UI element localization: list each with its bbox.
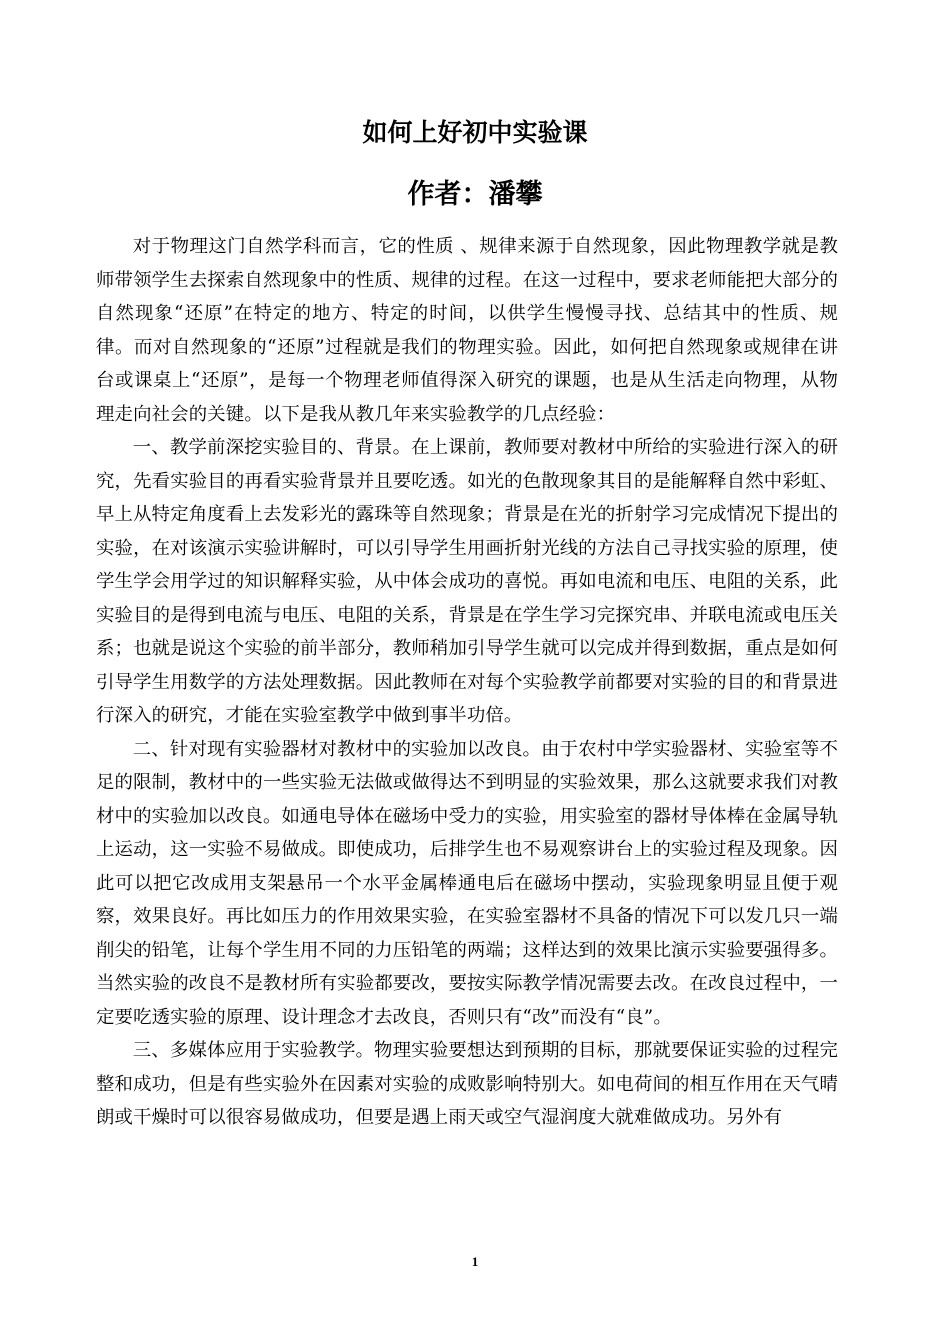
paragraph-section-2: 二、针对现有实验器材对教材中的实验加以改良。由于农村中学实验器材、实验室等不足的限制，教材中的一些实验无法做或做得达不到明显的实验效果，那么这就要求我们对教材中的实验加以改良。如通电导体在磁场中受力的实验，用实验室的器材导体棒在金属导轨上运动，这一实验不易做成。即使成功，后排学生也不易观察讲台上的实验过程及现象。因此可以把它改成用支架悬吊一个水平金属棒通电后在磁场中摆动，实验现象明显且便于观察，效果良好。再比如压力的作用效果实验，在实验室器材不具备的情况下可以发几只一端削尖的铅笔，让每个学生用不同的力压铅笔的两端；这样达到的效果比演示实验要强得多。当然实验的改良不是教材所有实验都要改，要按实际教学情况需要去改。在改良过程中，一定要吃透实验的原理、设计理念才去改良，否则只有“改”而没有“良”。 bbox=[96, 738, 838, 1028]
document-author: 作者：潘攀 bbox=[407, 179, 543, 210]
paragraph-section-1: 一、教学前深挖实验目的、背景。在上课前，教师要对教材中所给的实验进行深入的研究，先看实验目的再看实验背景并且要吃透。如光的色散现象其目的是能解释自然中彩虹、早上从特定角度看上去发彩光的露珠等自然现象；背景是在光的折射学习完成情况下提出的实验，在对该演示实验讲解时，可以引导学生用画折射光线的方法自己寻找实验的原理，使学生学会用学过的知识解释实验，从中体会成功的喜悦。再如电流和电压、电阻的关系，此实验目的是得到电流与电压、电阻的关系，背景是在学生学习完探究串、并联电流或电压关系；也就是说这个实验的前半部分，教师稍加引导学生就可以完成并得到数据，重点是如何引导学生用数学的方法处理数据。因此教师在对每个实验教学前都要对实验的目的和背景进行深入的研究，才能在实验室教学中做到事半功倍。 bbox=[96, 437, 838, 726]
page-number: 1 bbox=[471, 1254, 479, 1269]
document-title: 如何上好初中实验课 bbox=[362, 118, 588, 147]
paragraph-intro: 对于物理这门自然学科而言，它的性质 、规律来源于自然现象，因此物理教学就是教师带领学生去探索自然现象中的性质、规律的过程。在这一过程中，要求老师能把大部分的自然现象“还原”在特定的地方、特定的时间，以供学生慢慢寻找、总结其中的性质、规律。而对自然现象的“还原”过程就是我们的物理实验。因此，如何把自然现象或规律在讲台或课桌上“还原”，是每一个物理老师值得深入研究的课题，也是从生活走向物理，从物理走向社会的关键。以下是我从教几年来实验教学的几点经验： bbox=[96, 236, 838, 425]
paragraph-section-3: 三、多媒体应用于实验教学。物理实验要想达到预期的目标，那就要保证实验的过程完整和成功，但是有些实验外在因素对实验的成败影响特别大。如电荷间的相互作用在天气晴朗或干燥时可以很容易做成功，但要是遇上雨天或空气湿润度大就难做成功。另外有 bbox=[96, 1040, 838, 1128]
document-body bbox=[96, 230, 838, 1135]
